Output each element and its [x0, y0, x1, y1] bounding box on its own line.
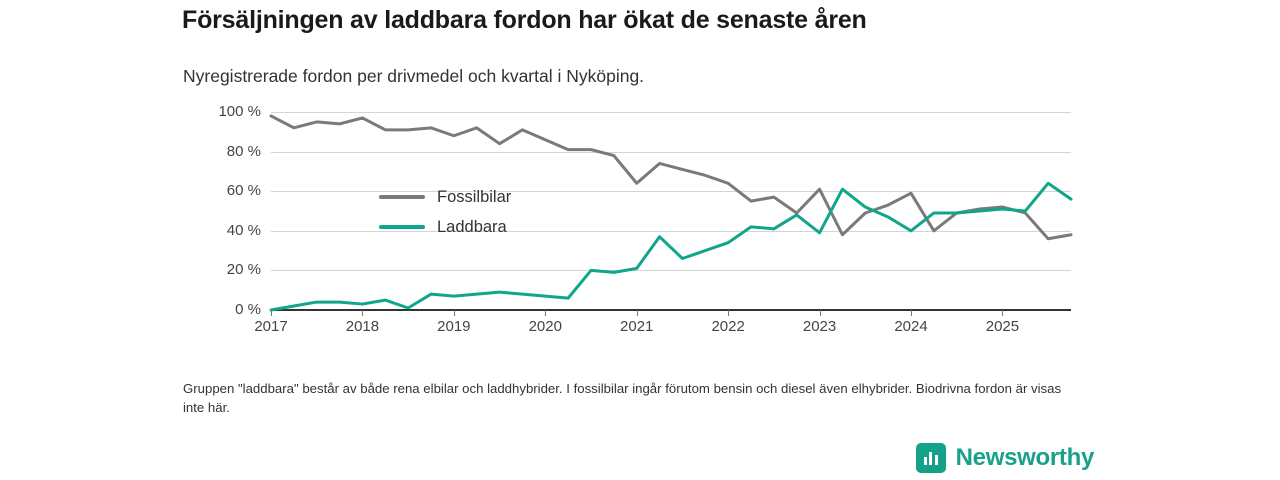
x-axis-tick-mark	[820, 310, 821, 316]
legend-swatch-fossilbilar	[379, 195, 425, 199]
x-axis-tick-mark	[1002, 310, 1003, 316]
x-axis-tick-label: 2024	[894, 318, 928, 335]
legend-label-laddbara: Laddbara	[437, 217, 507, 236]
x-axis-tick-mark	[545, 310, 546, 316]
legend-label-fossilbilar: Fossilbilar	[437, 187, 512, 206]
x-axis-tick-mark	[362, 310, 363, 316]
y-axis-tick-label: 40 %	[226, 221, 261, 239]
x-axis-tick-mark	[911, 310, 912, 316]
bar-chart-icon	[916, 443, 946, 473]
brand-name: Newsworthy	[955, 444, 1094, 471]
x-axis-tick-mark	[728, 310, 729, 316]
x-axis-tick-label: 2020	[528, 318, 562, 335]
x-axis-tick-label: 2025	[985, 318, 1020, 335]
chart-footnote: Gruppen "laddbara" består av både rena elbilar och laddhybrider. I fossilbilar ingår förutom bensin och diesel även elhybrider. Biodrivna fordon är visas inte här.	[183, 381, 1062, 416]
x-axis-tick-label: 2021	[620, 318, 654, 335]
x-axis-tick-label: 2019	[437, 318, 471, 335]
y-axis-tick-label: 60 %	[226, 182, 261, 200]
legend-item-fossilbilar	[379, 182, 511, 212]
y-axis-tick-label: 100 %	[218, 103, 261, 120]
chart-figure	[183, 100, 1083, 345]
legend-swatch-laddbara	[379, 225, 425, 229]
x-axis-tick-mark	[637, 310, 638, 316]
y-axis-tick-label: 80 %	[226, 142, 261, 160]
x-axis-tick-label: 2017	[254, 318, 288, 335]
chart-legend	[379, 182, 511, 242]
x-axis-tick-mark	[454, 310, 455, 316]
y-axis-tick-label: 0 %	[235, 301, 261, 318]
y-axis-tick-label: 20 %	[226, 261, 261, 279]
legend-item-laddbara	[379, 212, 511, 242]
x-axis-tick-label: 2018	[345, 318, 380, 335]
x-axis-tick-label: 2022	[711, 318, 745, 335]
brand-logo	[916, 443, 1094, 473]
chart-subtitle: Nyregistrerade fordon per drivmedel och kvartal i Nyköping.	[183, 66, 645, 86]
x-axis-tick-label: 2023	[802, 318, 837, 335]
page-title: Försäljningen av laddbara fordon har ökat de senaste åren	[182, 6, 867, 34]
